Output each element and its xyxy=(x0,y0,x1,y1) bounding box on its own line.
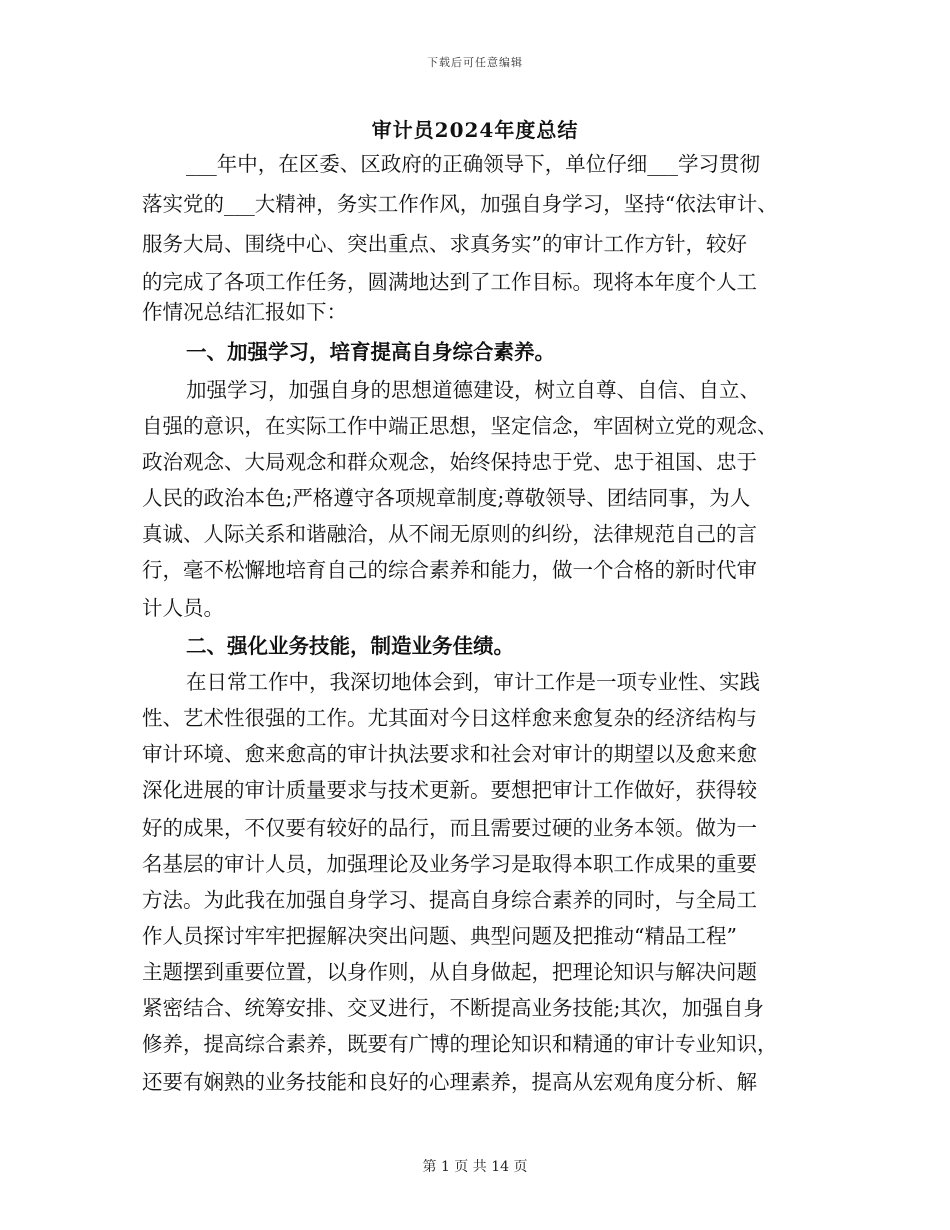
section-heading: 二、强化业务技能，制造业务佳绩。 xyxy=(186,634,514,658)
body-line: 修养，提高综合素养，既要有广博的理论知识和精通的审计专业知识， xyxy=(142,1032,778,1056)
page-number: 第 1 页 共 14 页 xyxy=(422,1159,528,1175)
body-line: 性、艺术性很强的工作。尤其面对今日这样愈来愈复杂的经济结构与 xyxy=(142,706,757,730)
body-line: 方法。为此我在加强自身学习、提高自身综合素养的同时，与全局工 xyxy=(142,888,757,912)
body-line: 在日常工作中，我深切地体会到，审计工作是一项专业性、实践 xyxy=(186,670,760,694)
header-note: 下载后可任意编辑 xyxy=(427,56,523,69)
body-line: 计人员。 xyxy=(142,596,224,620)
body-line: 服务大局、围绕中心、突出重点、求真务实”的审计工作方针，较好 xyxy=(142,232,747,256)
body-line: 还要有娴熟的业务技能和良好的心理素养，提高从宏观角度分析、解 xyxy=(142,1070,757,1094)
body-line: ___年中，在区委、区政府的正确领导下，单位仔细___学习贯彻 xyxy=(186,152,760,176)
body-line: 人民的政治本色;严格遵守各项规章制度;尊敬领导、团结同事，为人 xyxy=(142,486,751,510)
body-line: 紧密结合、统筹安排、交叉进行，不断提高业务技能;其次，加强自身 xyxy=(142,996,764,1020)
body-line: 真诚、人际关系和谐融洽，从不闹无原则的纠纷，法律规范自己的言 xyxy=(142,522,757,546)
body-line: 好的成果，不仅要有较好的品行，而且需要过硬的业务本领。做为一 xyxy=(142,816,757,840)
body-line: 政治观念、大局观念和群众观念，始终保持忠于党、忠于祖国、忠于 xyxy=(142,450,757,474)
body-line: 作人员探讨牢牢把握解决突出问题、典型问题及把推动“精品工程” xyxy=(142,924,737,948)
body-line: 自强的意识，在实际工作中端正思想，坚定信念，牢固树立党的观念、 xyxy=(142,414,778,438)
body-line: 名基层的审计人员，加强理论及业务学习是取得本职工作成果的重要 xyxy=(142,852,757,876)
body-line: 的完成了各项工作任务，圆满地达到了工作目标。现将本年度个人工 xyxy=(142,270,757,294)
section-heading: 一、加强学习，培育提高自身综合素养。 xyxy=(186,340,555,364)
body-line: 行，毫不松懈地培育自己的综合素养和能力，做一个合格的新时代审 xyxy=(142,558,757,582)
body-line: 主题摆到重要位置，以身作则，从自身做起，把理论知识与解决问题 xyxy=(142,960,757,984)
document-title: 审计员2024年度总结 xyxy=(371,118,579,142)
body-line: 加强学习，加强自身的思想道德建设，树立自尊、自信、自立、 xyxy=(186,378,760,402)
body-line: 作情况总结汇报如下： xyxy=(142,300,347,324)
body-line: 审计环境、愈来愈高的审计执法要求和社会对审计的期望以及愈来愈 xyxy=(142,742,757,766)
body-line: 深化进展的审计质量要求与技术更新。要想把审计工作做好，获得较 xyxy=(142,778,757,802)
body-line: 落实党的___大精神，务实工作作风，加强自身学习，坚持“依法审计、 xyxy=(142,192,778,216)
